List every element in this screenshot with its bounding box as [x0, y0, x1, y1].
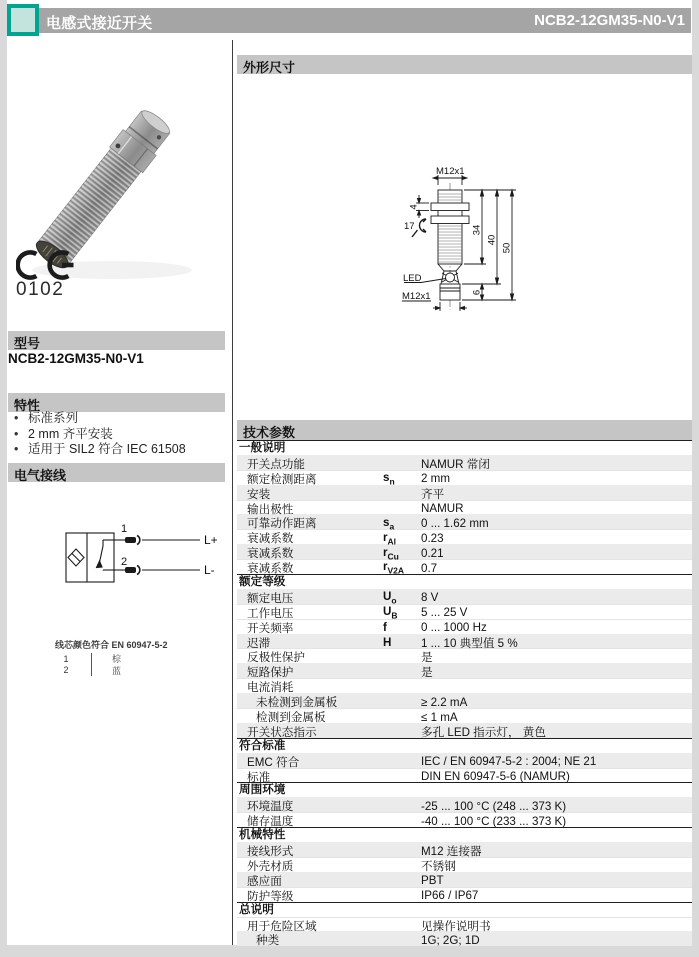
tech-row-label: 开关状态指示: [247, 725, 317, 739]
feature-item: • 适用于 SIL2 符合 IEC 61508: [14, 442, 186, 457]
tech-row-value: 0 ... 1000 Hz: [421, 621, 487, 635]
page: [7, 0, 692, 948]
tech-row-label: 工作电压: [247, 606, 294, 620]
tech-row-label: 安装: [247, 487, 271, 501]
tech-row-value: -40 ... 100 °C (233 ... 373 K): [421, 814, 567, 828]
tech-row: [237, 753, 692, 768]
wire-color-note: 线芯颜色符合 EN 60947-5-2: [55, 640, 168, 650]
tech-row: [237, 485, 692, 500]
tech-row-value: -25 ... 100 °C (248 ... 373 K): [421, 799, 567, 813]
dim-34-label: 34: [471, 224, 483, 236]
tech-row: [237, 619, 692, 634]
page-title: 电感式接近开关: [46, 15, 153, 32]
led-label: LED: [403, 273, 422, 284]
tech-row-label: 开关点功能: [247, 457, 305, 471]
tech-row-label: 储存温度: [247, 815, 294, 829]
tech-row-value: 是: [421, 651, 433, 665]
tech-row-value: 2 mm: [421, 472, 450, 486]
tech-row: [237, 634, 692, 649]
thread-top-label: M12x1: [436, 166, 465, 177]
tech-row-value: IEC / EN 60947-5-2 : 2004; NE 21: [421, 755, 597, 769]
thread-bottom-label: M12x1: [402, 291, 431, 302]
tech-row-label: 种类: [256, 934, 280, 948]
tech-row: [237, 797, 692, 812]
ce-mark-icon: [16, 247, 96, 283]
tech-row: [237, 559, 692, 574]
tech-row-label: 衰减系数: [247, 532, 294, 546]
section-header-features: 特性: [8, 393, 225, 412]
tech-row: [237, 663, 692, 678]
tech-row-value: 0 ... 1.62 mm: [421, 516, 489, 530]
feature-item: • 标准系列: [14, 411, 79, 425]
tech-row: [237, 812, 692, 827]
tech-row: [237, 887, 692, 902]
tech-row-value: 1 ... 10 典型值 5 %: [421, 636, 518, 650]
pin1-label: 1: [121, 523, 128, 535]
bullet-icon: •: [14, 442, 19, 457]
tech-group-header: 周围环境: [237, 782, 692, 797]
dim-6-label: 6: [471, 289, 483, 296]
tech-row-label: 电流消耗: [247, 681, 294, 695]
tech-row: [237, 708, 692, 723]
tech-row-value: 多孔 LED 指示灯， 黄色: [421, 725, 546, 739]
tech-row-symbol: $U_o$: [383, 590, 397, 606]
tech-row: [237, 589, 692, 604]
tech-row-symbol: $s_n$: [383, 471, 395, 487]
tech-row-label: 反极性保护: [247, 651, 305, 665]
tech-row-label: 接线形式: [247, 845, 294, 859]
tech-row: [237, 544, 692, 559]
wire-connector-icon: [125, 536, 140, 575]
tech-row: [237, 529, 692, 544]
tech-row-label: 未检测到金属板: [256, 696, 338, 710]
section-header-wiring: 电气接线: [8, 463, 225, 482]
tech-row-value: IP66 / IP67: [421, 889, 479, 903]
nut-upper: [431, 203, 469, 211]
tech-row-value: 是: [421, 666, 433, 680]
tech-row: [237, 470, 692, 485]
tech-row-value: ≥ 2.2 mA: [421, 695, 468, 709]
wire-color-row: 1 棕: [63, 653, 122, 665]
dimension-drawing: [390, 158, 600, 323]
tech-row-label: 标准: [247, 770, 271, 784]
tech-row-symbol: $U_B$: [383, 605, 398, 621]
tech-row-symbol: $r_{Cu}$: [383, 545, 399, 561]
tech-row: [237, 693, 692, 708]
tech-row-label: 额定电压: [247, 591, 294, 605]
tech-group-header: 机械特性: [237, 827, 692, 842]
tech-row-label: EMC 符合: [247, 755, 300, 769]
column-divider: [232, 40, 233, 945]
bullet-icon: •: [14, 426, 19, 441]
tech-row-value: 1G; 2G; 1D: [421, 933, 480, 947]
tech-group-header: 额定等级: [237, 574, 692, 589]
tech-row-label: 感应面: [247, 874, 282, 888]
tech-row-label: 额定检测距离: [247, 472, 317, 486]
tech-row-label: 输出极性: [247, 502, 294, 516]
tech-row-value: 8 V: [421, 591, 439, 605]
pin2-label: 2: [121, 556, 128, 568]
tech-row-symbol: H: [383, 636, 392, 650]
tech-row: [237, 678, 692, 693]
header-bar: [8, 8, 691, 33]
tech-row-symbol: f: [383, 621, 387, 635]
bullet-icon: •: [14, 411, 19, 425]
nut-lower: [431, 216, 469, 224]
tech-row-value: NAMUR: [421, 502, 464, 516]
tech-row-value: DIN EN 60947-5-6 (NAMUR): [421, 770, 570, 784]
tech-row-label: 短路保护: [247, 666, 294, 680]
tech-row: [237, 917, 692, 932]
section-header-dimensions: 外形尺寸: [237, 55, 692, 74]
tech-row-value: NAMUR 常闭: [421, 457, 490, 471]
lminus-label: L-: [204, 563, 215, 577]
wire-color-row: 2 蓝: [63, 665, 122, 676]
ce-notified-body-number: 0102: [16, 279, 65, 300]
model-number: NCB2-12GM35-N0-V1: [8, 351, 144, 366]
tech-row-label: 衰减系数: [247, 547, 294, 561]
tech-row-label: 检测到金属板: [256, 711, 326, 725]
feature-item: • 2 mm 齐平安装: [14, 426, 113, 441]
tech-row: [237, 648, 692, 663]
wire-color-table: [59, 653, 121, 676]
tech-row: [237, 500, 692, 515]
section-header-model: 型号: [8, 331, 225, 350]
tech-row: [237, 857, 692, 872]
brand-square-icon: [7, 4, 39, 36]
tech-row: [237, 455, 692, 470]
tech-row-symbol: $r_{V2A}$: [383, 560, 405, 576]
tech-row-label: 外壳材质: [247, 859, 294, 873]
tech-group-header: 符合标准: [237, 738, 692, 753]
tech-row-label: 开关频率: [247, 621, 294, 635]
tech-row: [237, 872, 692, 887]
tech-row: [237, 768, 692, 783]
tech-row-label: 迟滞: [247, 636, 271, 650]
section-header-tech: 技术参数: [237, 420, 692, 440]
tech-row: [237, 842, 692, 857]
tech-row-value: PBT: [421, 874, 444, 888]
tech-row-symbol: $s_a$: [383, 515, 395, 532]
tech-row-value: 见操作说明书: [421, 919, 491, 933]
wiring-diagram: [45, 515, 230, 610]
tech-row-symbol: $r_{Al}$: [383, 530, 397, 546]
wrench-size-label: 17: [404, 221, 415, 232]
tech-row-label: 可靠动作距离: [247, 517, 317, 531]
tech-row-value: 0.21: [421, 546, 444, 560]
tech-row-label: 防护等级: [247, 889, 294, 903]
tech-row: [237, 514, 692, 532]
tech-row-label: 用于危险区域: [247, 919, 317, 933]
tech-row-value: 5 ... 25 V: [421, 606, 468, 620]
tech-row: [237, 604, 692, 619]
nut-height-label: 4: [408, 204, 420, 210]
tech-row-value: 齐平: [421, 487, 445, 501]
tech-row-value: 0.7: [421, 561, 438, 575]
tech-row: [237, 723, 692, 738]
tech-group-header: 总说明: [237, 902, 692, 917]
dim-40-label: 40: [486, 234, 498, 246]
tech-row-value: ≤ 1 mA: [421, 710, 458, 724]
tech-group-header: 一般说明: [237, 440, 692, 455]
header-model-number: NCB2-12GM35-N0-V1: [534, 12, 685, 29]
tech-parameters-table: [237, 440, 692, 946]
tech-row-value: 0.23: [421, 531, 444, 545]
tech-row: [237, 931, 692, 946]
features-list: [8, 411, 225, 458]
tech-row-value: 不锈钢: [421, 859, 456, 873]
tech-row-label: 衰减系数: [247, 562, 294, 576]
dim-50-label: 50: [501, 242, 513, 254]
tech-row-label: 环境温度: [247, 800, 294, 814]
led-indicator: [446, 273, 455, 282]
tech-row-value: M12 连接器: [421, 845, 482, 859]
lplus-label: L+: [204, 533, 218, 547]
